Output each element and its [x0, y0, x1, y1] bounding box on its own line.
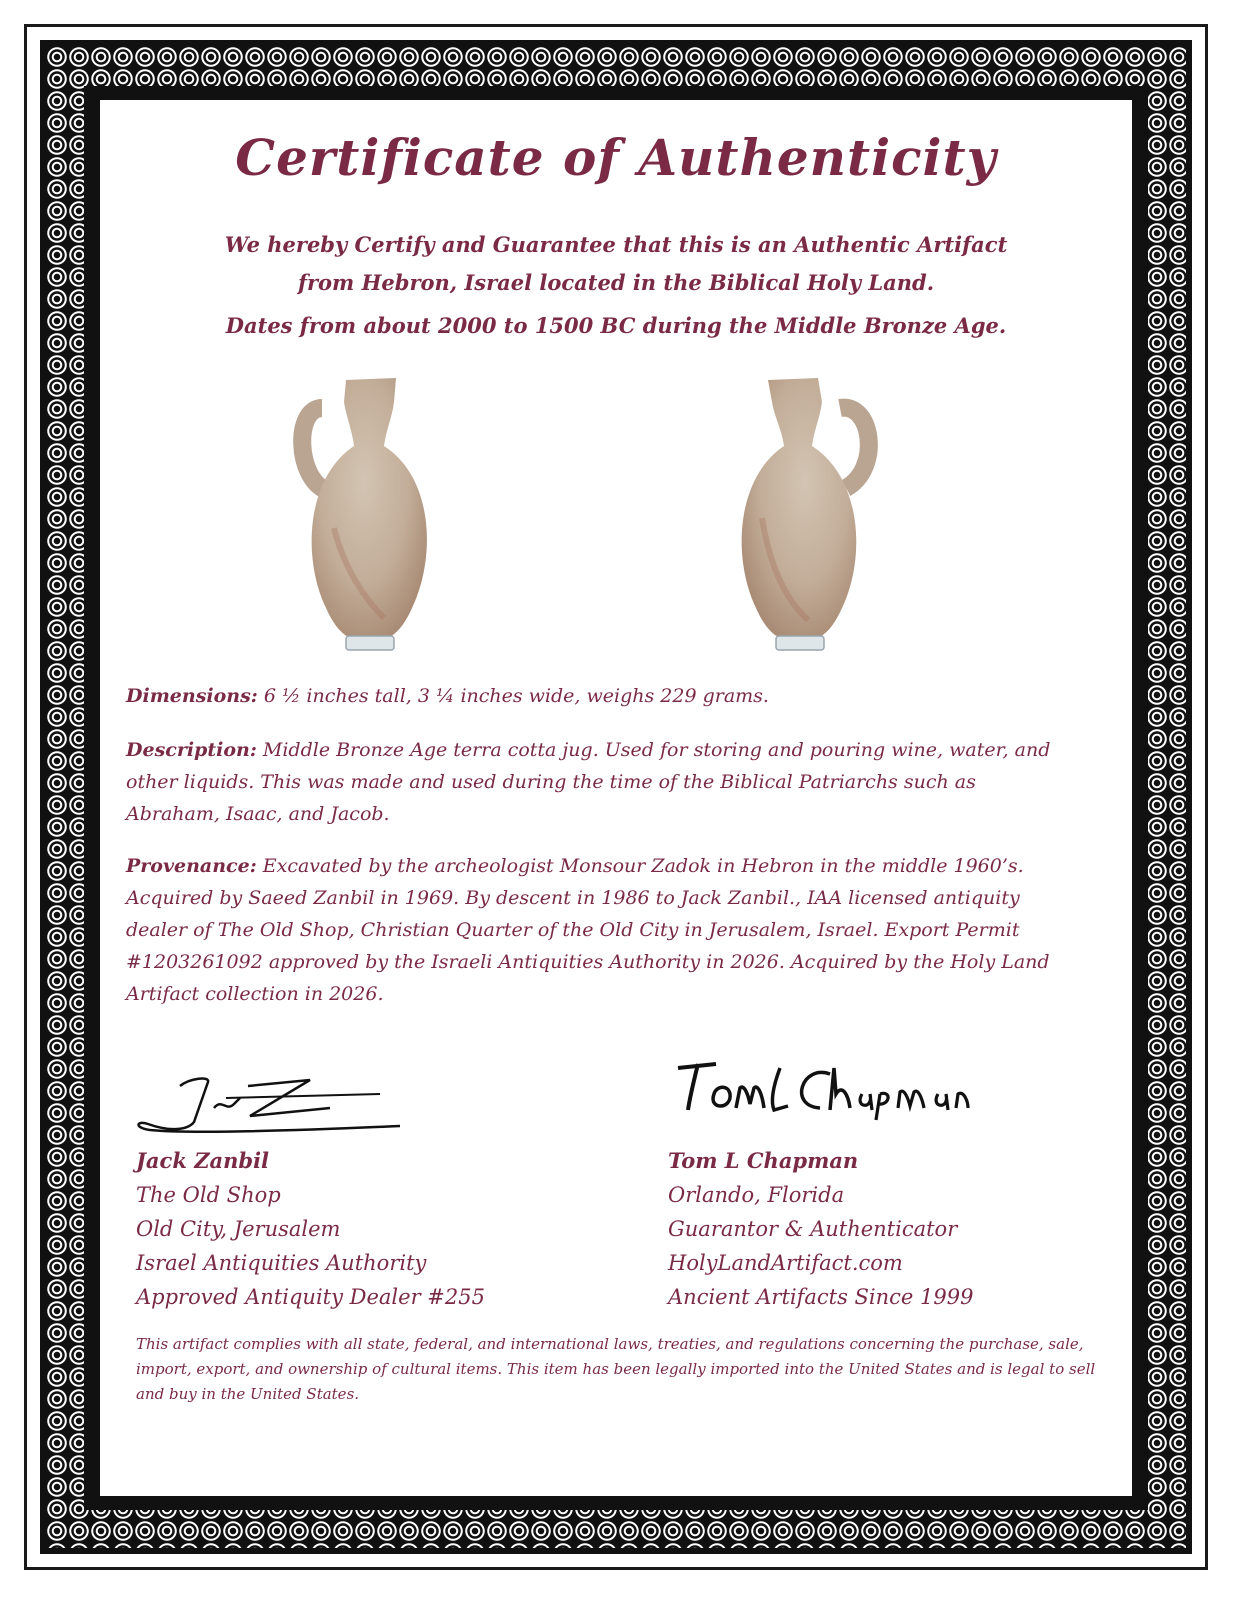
- description-text: Middle Bronze Age terra cotta jug. Used for storing and pouring wine, water, and other liquids. This was made and used during the time of the Biblical Patriarchs such as Abraham, Isaac, and Jacob.: [126, 739, 1051, 825]
- signer-right-name: Tom L Chapman: [668, 1148, 859, 1173]
- provenance-section: [126, 850, 1066, 1010]
- signer-right-line-1: Orlando, Florida: [668, 1183, 845, 1207]
- signer-right-line-3: HolyLandArtifact.com: [668, 1251, 903, 1275]
- dimensions-text: 6 ½ inches tall, 3 ¼ inches wide, weighs 229 grams.: [257, 685, 769, 707]
- jug-image-left: [284, 368, 474, 658]
- description-section: [126, 734, 1066, 830]
- signer-left-line-3: Israel Antiquities Authority: [136, 1251, 427, 1275]
- signer-left-name: Jack Zanbil: [136, 1148, 270, 1173]
- signer-jack-zanbil: [136, 1144, 606, 1314]
- certificate-title: Certificate of Authenticity: [235, 128, 997, 187]
- signer-left-line-1: The Old Shop: [136, 1183, 281, 1207]
- certificate-dates: Dates from about 2000 to 1500 BC during the Middle Bronze Age.: [225, 313, 1007, 338]
- jug-image-right: [722, 368, 912, 658]
- signature-tom-chapman: [670, 1054, 970, 1124]
- provenance-label: Provenance:: [126, 855, 257, 877]
- provenance-text: Excavated by the archeologist Monsour Zadok in Hebron in the middle 1960’s. Acquired by Saeed Zanbil in 1969. By descent in 1986 to Jack Zanbil., IAA licensed antiquity dealer of The Old Shop, Christian Quarter of the Old City in Jerusalem, Israel. Export Permit #1203261092 approved by the Israeli Antiquities Authority in 2026. Acquired by the Holy Land Artifact collection in 2026.: [126, 855, 1050, 1005]
- signature-jack-zanbil: [130, 1068, 430, 1138]
- subtitle-line-2: from Hebron, Israel located in the Biblical Holy Land.: [297, 270, 935, 295]
- subtitle-line-1: We hereby Certify and Guarantee that this is an Authentic Artifact: [224, 232, 1008, 257]
- signer-right-line-4: Ancient Artifacts Since 1999: [668, 1285, 974, 1309]
- dimensions-section: [126, 680, 1066, 712]
- signer-left-line-4: Approved Antiquity Dealer #255: [136, 1285, 485, 1309]
- legal-disclaimer: This artifact complies with all state, federal, and international laws, treaties, and regulations concerning the purchase, sale, import, export, and ownership of cultural items. This item has been legally imported into the United States and is legal to sell and buy in the United States.: [136, 1335, 1096, 1403]
- signer-left-line-2: Old City, Jerusalem: [136, 1217, 341, 1241]
- signer-tom-chapman: [668, 1144, 1088, 1314]
- signer-right-line-2: Guarantor & Authenticator: [668, 1217, 958, 1241]
- dimensions-label: Dimensions:: [126, 685, 258, 707]
- certificate-subtitle: [140, 226, 1092, 302]
- description-label: Description:: [126, 739, 257, 761]
